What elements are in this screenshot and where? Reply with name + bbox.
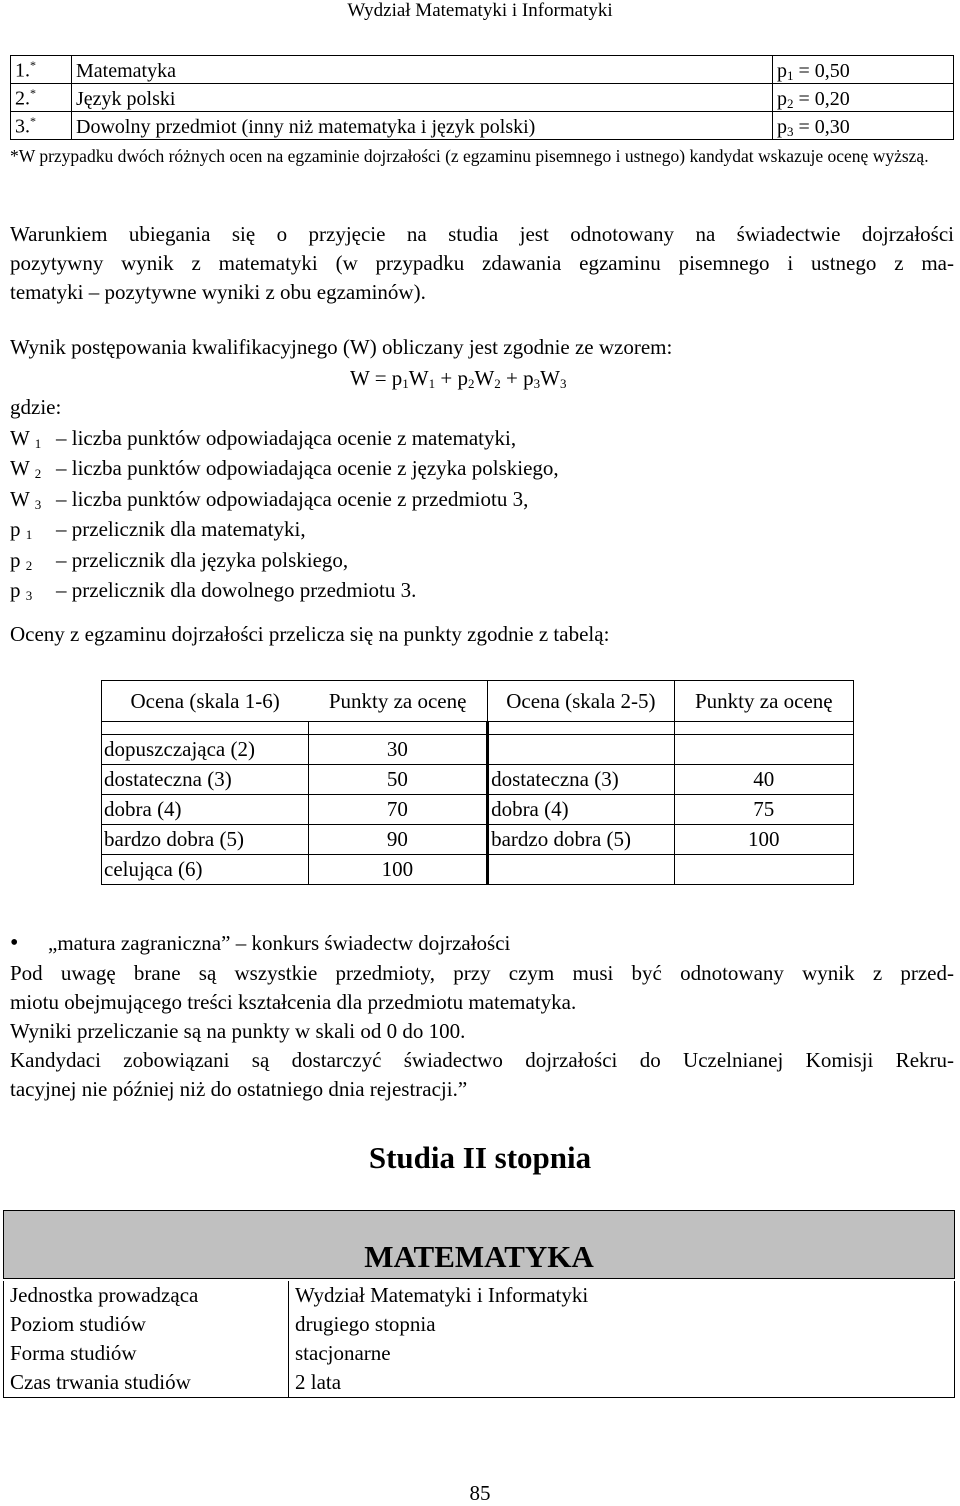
text-line: miotu obejmującego treści kształcenia dla przedmiotu matematyka. (10, 990, 577, 1014)
table-row (102, 795, 854, 825)
table-cell: dobra (4) (488, 795, 675, 825)
table-row (102, 855, 854, 885)
table-cell (674, 855, 853, 885)
row-number: 2.* (11, 84, 72, 112)
table-cell: 30 (308, 735, 487, 765)
table-cell: 75 (674, 795, 853, 825)
info-key: Jednostka prowadząca (4, 1281, 289, 1310)
subject-weights-table (10, 55, 954, 140)
where-label: gdzie: (10, 395, 62, 419)
table-cell: bardzo dobra (5) (102, 825, 309, 855)
table-cell: dostateczna (3) (102, 765, 309, 795)
footnote: *W przypadku dwóch różnych ocen na egzaminie dojrzałości (z egzaminu pisemnego i ustnego) kandydat wskazuje ocenę wyższą. (10, 146, 929, 166)
program-title: MATEMATYKA (364, 1239, 594, 1274)
score-formula: $W = p_1W_1 + p_2W_2 + p_3W_3$ (350, 366, 567, 391)
section-title: Studia II stopnia (368, 1140, 592, 1175)
info-key: Czas trwania studiów (4, 1368, 289, 1398)
page-number: 85 (469, 1481, 491, 1505)
table-row (4, 1368, 955, 1398)
info-key: Forma studiów (4, 1339, 289, 1368)
table-cell (488, 735, 675, 765)
text-line: Warunkiem ubiegania się o przyjęcie na studia jest odnotowany na świadectwie dojrzałości (10, 222, 954, 246)
text-line: Pod uwagę brane są wszystkie przedmioty, przy czym musi być odnotowany wynik z przed- (10, 961, 954, 985)
formula-definitions (10, 392, 559, 606)
row-number: 3.* (11, 112, 72, 140)
column-header: Punkty za ocenę (674, 681, 853, 722)
text-line: tacyjnej nie później niż do ostatniego dnia rejestracji.” (10, 1077, 468, 1101)
info-key: Poziom studiów (4, 1310, 289, 1339)
subject-name: Dowolny przedmiot (inny niż matematyka i język polski) (72, 112, 773, 140)
definition-item: W $_2$ – liczba punktów odpowiadająca ocenie z języka polskiego, (10, 456, 559, 481)
table-row (102, 825, 854, 855)
column-header: Ocena (skala 2-5) (488, 681, 675, 722)
definition-item: p $_2$ – przelicznik dla języka polskiego, (10, 547, 349, 573)
subject-weight: $p_1 = 0,50$ (773, 56, 954, 84)
table-cell: 100 (308, 855, 487, 885)
foreign-matura-heading: • „matura zagraniczna” – konkurs świadectw dojrzałości (10, 930, 511, 956)
page-header (0, 0, 960, 22)
subject-name: Matematyka (72, 56, 773, 84)
column-header: Punkty za ocenę (308, 681, 487, 722)
subject-weight: $p_3 = 0,30$ (773, 112, 954, 140)
info-value: 2 lata (289, 1368, 955, 1398)
definition-item: p $_1$ – przelicznik dla matematyki, (10, 517, 306, 542)
table-row (4, 1339, 955, 1368)
grades-intro: Oceny z egzaminu dojrzałości przelicza się na punkty zgodnie z tabelą: (10, 622, 610, 646)
text-line: tematyki – pozytywne wyniki z obu egzaminów). (10, 280, 426, 304)
bullet-icon: • (10, 930, 19, 956)
table-cell: 40 (674, 765, 853, 795)
column-header: Ocena (skala 1-6) (102, 681, 309, 722)
text-line: Wyniki przeliczanie są na punkty w skali od 0 do 100. (10, 1019, 466, 1043)
table-row (11, 84, 954, 112)
table-cell: dobra (4) (102, 795, 309, 825)
info-value: stacjonarne (289, 1339, 955, 1368)
table-row (102, 765, 854, 795)
requirement-paragraph (10, 220, 954, 307)
table-cell: bardzo dobra (5) (488, 825, 675, 855)
program-info-table (3, 1281, 955, 1398)
subject-name: Język polski (72, 84, 773, 112)
table-cell: celująca (6) (102, 855, 309, 885)
subject-weight: $p_2 = 0,20$ (773, 84, 954, 112)
table-header-row (102, 681, 854, 722)
table-cell: dostateczna (3) (488, 765, 675, 795)
table-cell: 100 (674, 825, 853, 855)
program-title-band (3, 1210, 955, 1279)
foreign-matura-paragraph (10, 959, 954, 1104)
spacer-row (102, 722, 854, 735)
table-row (4, 1310, 955, 1339)
table-row (4, 1281, 955, 1310)
table-cell (488, 855, 675, 885)
table-row (11, 112, 954, 140)
definition-item: W $_3$ – liczba punktów odpowiadająca ocenie z przedmiotu 3, (10, 486, 529, 512)
result-intro: Wynik postępowania kwalifikacyjnego (W) obliczany jest zgodnie ze wzorem: (10, 335, 673, 359)
table-cell: 70 (308, 795, 487, 825)
info-value: drugiego stopnia (289, 1310, 955, 1339)
definition-item: W $_1$ – liczba punktów odpowiadająca ocenie z matematyki, (10, 425, 517, 451)
table-cell: dopuszczająca (2) (102, 735, 309, 765)
table-row (102, 735, 854, 765)
table-cell (674, 735, 853, 765)
text-line: pozytywny wynik z matematyki (w przypadku zdawania egzaminu pisemnego i ustnego z ma- (10, 251, 954, 275)
table-cell: 90 (308, 825, 487, 855)
definition-item: p $_3$ – przelicznik dla dowolnego przedmiotu 3. (10, 578, 417, 603)
row-number: 1.* (11, 56, 72, 84)
table-cell: 50 (308, 765, 487, 795)
faculty-name: Wydział Matematyki i Informatyki (347, 0, 613, 21)
info-value: Wydział Matematyki i Informatyki (289, 1281, 955, 1310)
table-row (11, 56, 954, 84)
text-line: Kandydaci zobowiązani są dostarczyć świadectwo dojrzałości do Uczelnianej Komisji Rekru- (10, 1048, 954, 1072)
grades-table (101, 680, 854, 885)
